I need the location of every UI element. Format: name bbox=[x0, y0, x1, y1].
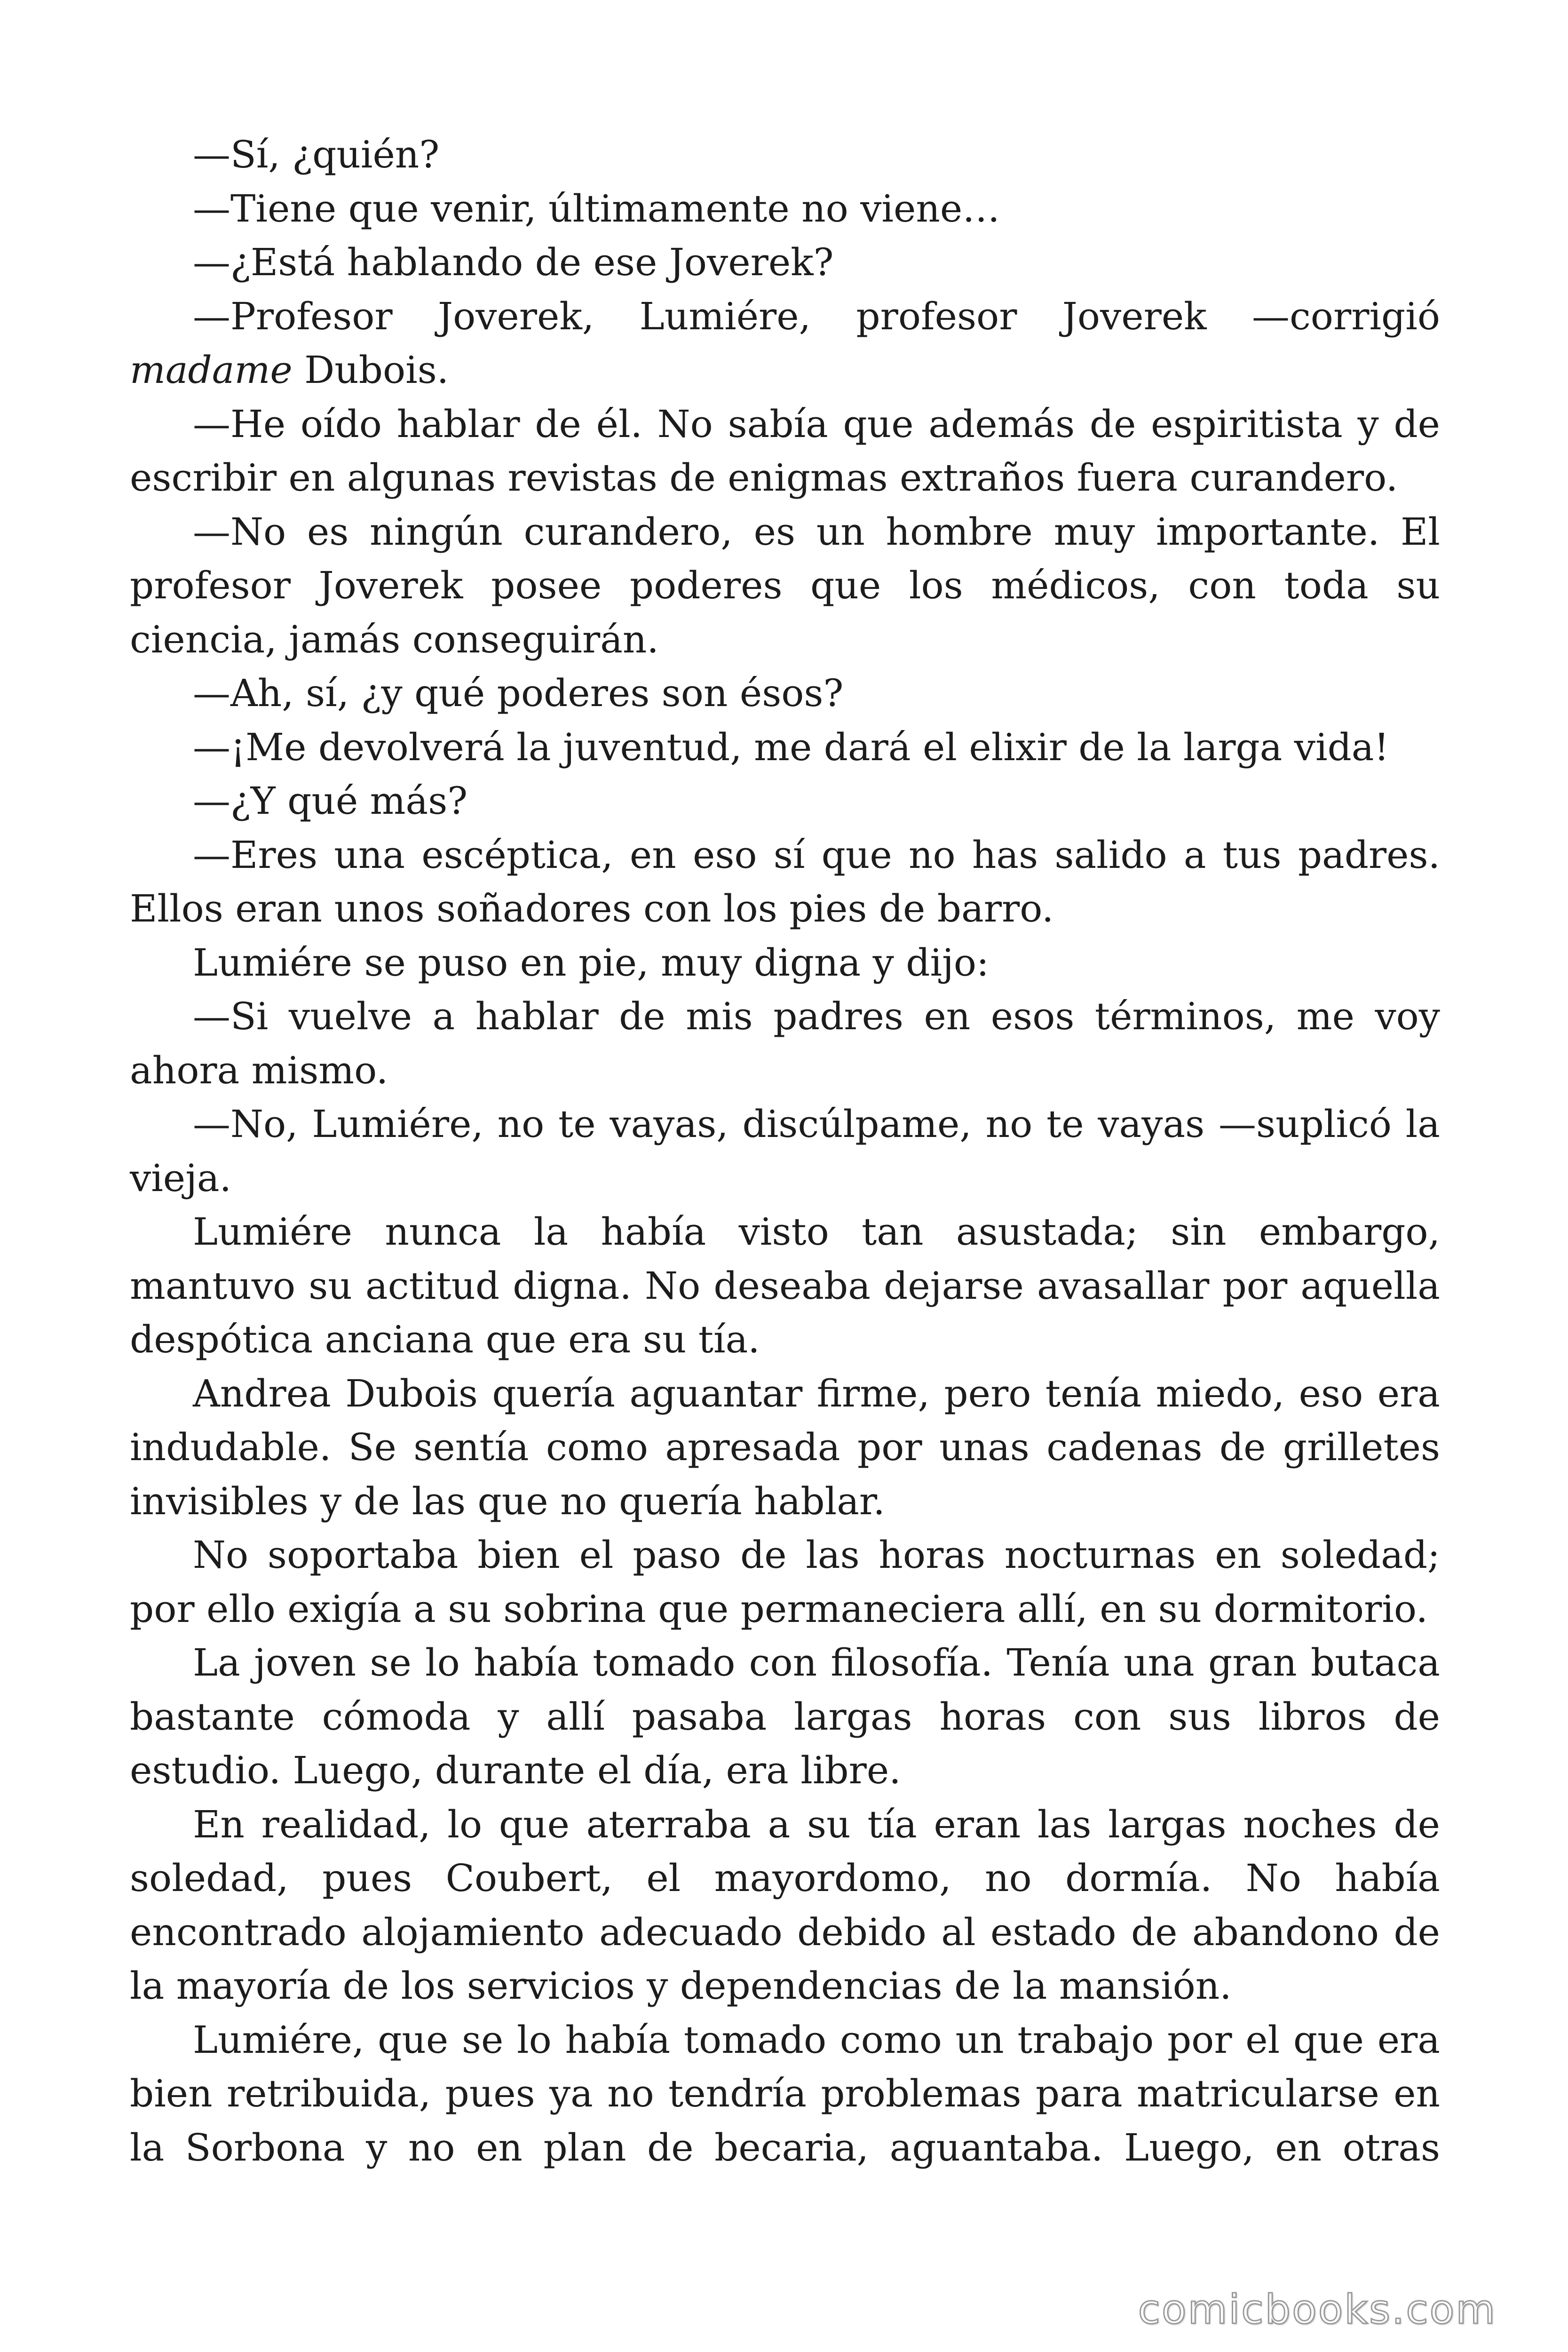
paragraph: —He oído hablar de él. No sabía que además de espiritista y de escribir en algunas revistas de enigmas extraños fuera curandero. bbox=[130, 402, 1440, 500]
paragraph bbox=[130, 290, 1440, 397]
paragraph: —¡Me devolverá la juventud, me dará el elixir de la larga vida! bbox=[193, 725, 1389, 769]
paragraph: —¿Y qué más? bbox=[193, 779, 468, 823]
paragraph: —Tiene que venir, últimamente no viene… bbox=[193, 186, 1000, 230]
paragraph: Lumiére nunca la había visto tan asustada; sin embargo, mantuvo su actitud digna. No deseaba dejarse avasallar por aquella despótica anciana que era su tía. bbox=[130, 1210, 1440, 1361]
paragraph: —Ah, sí, ¿y qué poderes son ésos? bbox=[193, 671, 844, 715]
paragraph: —Eres una escéptica, en eso sí que no has salido a tus padres. Ellos eran unos soñadores con los pies de barro. bbox=[130, 833, 1440, 930]
paragraph: En realidad, lo que aterraba a su tía eran las largas noches de soledad, pues Coubert, el mayordomo, no dormía. No había encontrado alojamiento adecuado debido al estado de abandono de la mayoría de los servicios y dependencias de la mansión. bbox=[130, 1802, 1440, 2008]
book-page-text bbox=[130, 128, 1440, 2175]
paragraph: Andrea Dubois quería aguantar firme, pero tenía miedo, eso era indudable. Se sentía como apresada por unas cadenas de grilletes invisibles y de las que no quería hablar. bbox=[130, 1371, 1440, 1523]
paragraph: —¿Está hablando de ese Joverek? bbox=[193, 240, 834, 284]
paragraph: No soportaba bien el paso de las horas nocturnas en soledad; por ello exigía a su sobrina que permaneciera allí, en su dormitorio. bbox=[130, 1533, 1440, 1631]
watermark: comicbooks.com bbox=[1138, 2286, 1497, 2333]
paragraph: —Si vuelve a hablar de mis padres en esos términos, me voy ahora mismo. bbox=[130, 994, 1440, 1092]
paragraph: La joven se lo había tomado con filosofía. Tenía una gran butaca bastante cómoda y allí pasaba largas horas con sus libros de estudio. Luego, durante el día, era libre. bbox=[130, 1641, 1440, 1792]
paragraph: —No es ningún curandero, es un hombre muy importante. El profesor Joverek posee poderes que los médicos, con toda su ciencia, jamás conseguirán. bbox=[130, 509, 1440, 661]
paragraph-text: —Profesor Joverek, Lumiére, profesor Joverek —corrigió bbox=[193, 294, 1440, 338]
paragraph: Lumiére, que se lo había tomado como un trabajo por el que era bien retribuida, pues ya no tendría problemas para matricularse en la Sorbona y no en plan de becaria, aguantaba. Luego, en otras bbox=[130, 2018, 1440, 2169]
paragraph: —Sí, ¿quién? bbox=[193, 133, 440, 176]
paragraph-text: Dubois. bbox=[292, 348, 449, 392]
italic-word: madame bbox=[130, 348, 293, 392]
paragraph: —No, Lumiére, no te vayas, discúlpame, no te vayas —suplicó la vieja. bbox=[130, 1102, 1440, 1200]
paragraph: Lumiére se puso en pie, muy digna y dijo: bbox=[193, 940, 989, 985]
